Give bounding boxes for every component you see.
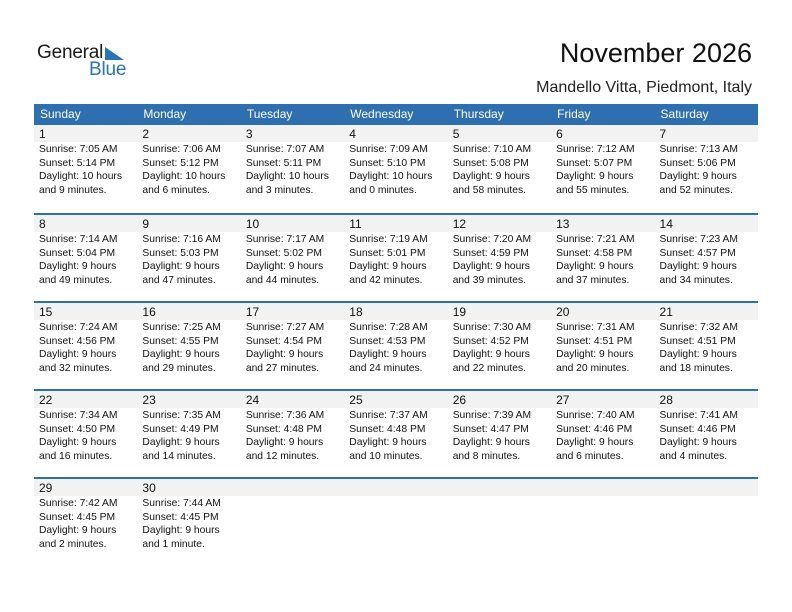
day-number: 16 xyxy=(142,305,156,319)
sunset-text: Sunset: 4:46 PM xyxy=(659,423,736,435)
daylight-text: Daylight: 9 hours xyxy=(556,261,634,272)
daylight-text: Daylight: 9 hours xyxy=(659,437,737,448)
daylight-text: Daylight: 9 hours xyxy=(142,525,220,536)
daylight-text: Daylight: 9 hours xyxy=(39,437,117,448)
day-number: 6 xyxy=(556,127,563,141)
sunset-text: Sunset: 5:12 PM xyxy=(142,157,219,169)
daylight-text: Daylight: 9 hours xyxy=(659,261,737,272)
calendar-grid xyxy=(34,104,758,565)
daylight-text: and 55 minutes. xyxy=(556,184,630,196)
weekday-header-tuesday: Tuesday xyxy=(246,107,293,121)
day-number: 28 xyxy=(659,393,673,407)
daylight-text: and 18 minutes. xyxy=(659,362,733,374)
day-cell xyxy=(655,320,758,375)
sunset-text xyxy=(660,511,758,525)
day-cell xyxy=(448,232,551,287)
sunset-text xyxy=(453,511,551,525)
day-number: 24 xyxy=(245,393,260,407)
daylight-text: Daylight: 9 hours xyxy=(142,261,220,272)
logo xyxy=(37,42,137,82)
day-number: 1 xyxy=(39,127,46,141)
daylight-text: and 3 minutes. xyxy=(245,184,314,196)
daylight-text: and 9 minutes. xyxy=(39,184,107,196)
daylight-text: Daylight: 9 hours xyxy=(556,437,634,448)
sunrise-text: Sunrise: 7:28 AM xyxy=(349,322,428,333)
day-number: 23 xyxy=(142,393,156,407)
day-info-row xyxy=(34,232,758,287)
day-cell xyxy=(137,408,240,463)
sunrise-text: Sunrise: 7:10 AM xyxy=(452,144,532,155)
day-cell xyxy=(137,142,240,197)
daylight-text: and 20 minutes. xyxy=(556,362,630,374)
day-number: 29 xyxy=(39,481,53,495)
sunset-text: Sunset: 4:48 PM xyxy=(245,423,322,435)
day-number: 12 xyxy=(452,217,467,231)
daylight-text xyxy=(453,524,551,538)
daylight-text: Daylight: 9 hours xyxy=(556,349,634,360)
sunrise-text: Sunrise: 7:14 AM xyxy=(39,234,118,245)
daylight-text: Daylight: 9 hours xyxy=(349,437,427,448)
daylight-text: and 6 minutes. xyxy=(556,450,624,462)
day-cell xyxy=(655,408,758,463)
sunset-text: Sunset: 4:49 PM xyxy=(142,423,219,435)
daylight-text: Daylight: 9 hours xyxy=(39,525,117,536)
date-number-row xyxy=(34,391,758,408)
sunrise-text: Sunrise: 7:31 AM xyxy=(556,322,635,333)
sunrise-text: Sunrise: 7:20 AM xyxy=(452,234,532,245)
day-number: 14 xyxy=(659,217,673,231)
day-cell xyxy=(344,496,447,551)
sunset-text xyxy=(349,511,447,525)
daylight-text xyxy=(660,538,758,552)
daylight-text: and 42 minutes. xyxy=(349,274,423,286)
daylight-text: Daylight: 10 hours xyxy=(142,171,226,182)
daylight-text: Daylight: 9 hours xyxy=(245,437,324,448)
daylight-text: Daylight: 9 hours xyxy=(659,171,737,182)
day-number: 10 xyxy=(245,217,260,231)
day-number xyxy=(551,479,654,496)
daylight-text: and 49 minutes. xyxy=(39,274,113,286)
sunset-text: Sunset: 4:58 PM xyxy=(556,247,633,259)
sunrise-text: Sunrise: 7:16 AM xyxy=(142,234,221,245)
day-number: 2 xyxy=(142,127,150,141)
day-number: 22 xyxy=(39,393,53,407)
daylight-text xyxy=(349,538,447,552)
daylight-text: Daylight: 10 hours xyxy=(349,171,433,182)
day-number xyxy=(655,479,758,496)
day-info-row xyxy=(34,408,758,463)
sunset-text: Sunset: 5:03 PM xyxy=(142,247,219,259)
weekday-header-wednesday: Wednesday xyxy=(350,107,414,121)
sunset-text: Sunset: 4:48 PM xyxy=(349,423,426,435)
sunset-text: Sunset: 4:50 PM xyxy=(39,423,116,435)
sunrise-text: Sunrise: 7:07 AM xyxy=(245,144,325,155)
daylight-text: Daylight: 9 hours xyxy=(39,261,117,272)
daylight-text: and 22 minutes. xyxy=(452,362,526,374)
daylight-text: and 6 minutes. xyxy=(142,184,210,196)
location-subtitle: Mandello Vitta, Piedmont, Italy xyxy=(536,79,752,96)
day-cell xyxy=(34,408,137,463)
day-cell xyxy=(137,320,240,375)
sunrise-text: Sunrise: 7:17 AM xyxy=(245,234,325,245)
day-number: 8 xyxy=(39,217,46,231)
day-number: 21 xyxy=(659,305,673,319)
daylight-text: and 14 minutes. xyxy=(142,450,216,462)
daylight-text: Daylight: 9 hours xyxy=(556,171,634,182)
logo-word-blue: Blue xyxy=(89,59,127,80)
logo-word-general: General xyxy=(37,42,104,63)
sunset-text: Sunset: 4:57 PM xyxy=(659,247,736,259)
sunset-text: Sunset: 4:46 PM xyxy=(556,423,633,435)
sunrise-text: Sunrise: 7:24 AM xyxy=(39,322,118,333)
day-number: 7 xyxy=(659,127,667,141)
daylight-text: and 52 minutes. xyxy=(659,184,733,196)
sunset-text: Sunset: 5:14 PM xyxy=(39,157,116,169)
daylight-text: and 2 minutes. xyxy=(39,538,107,550)
daylight-text: Daylight: 9 hours xyxy=(452,349,530,360)
daylight-text xyxy=(556,538,654,552)
date-number-row xyxy=(34,215,758,232)
daylight-text: Daylight: 10 hours xyxy=(39,171,122,182)
day-number: 3 xyxy=(245,127,253,141)
sunrise-text: Sunrise: 7:19 AM xyxy=(349,234,428,245)
sunset-text: Sunset: 4:47 PM xyxy=(452,423,529,435)
daylight-text: and 44 minutes. xyxy=(245,274,320,286)
sunrise-text: Sunrise: 7:40 AM xyxy=(556,410,635,421)
daylight-text xyxy=(556,524,654,538)
daylight-text: Daylight: 10 hours xyxy=(245,171,329,182)
weekday-header-saturday: Saturday xyxy=(660,107,709,121)
day-cell xyxy=(241,320,344,375)
sunrise-text: Sunrise: 7:34 AM xyxy=(39,410,118,421)
sunset-text: Sunset: 4:56 PM xyxy=(39,335,116,347)
sunrise-text xyxy=(246,497,344,511)
sunset-text: Sunset: 5:08 PM xyxy=(452,157,529,169)
day-number: 5 xyxy=(452,127,460,141)
daylight-text: and 39 minutes. xyxy=(452,274,526,286)
sunset-text: Sunset: 4:53 PM xyxy=(349,335,426,347)
day-number xyxy=(344,479,447,496)
sunset-text: Sunset: 5:02 PM xyxy=(245,247,322,259)
day-cell xyxy=(241,496,344,551)
daylight-text: Daylight: 9 hours xyxy=(659,349,737,360)
daylight-text: and 34 minutes. xyxy=(659,274,733,286)
day-number: 9 xyxy=(142,217,150,231)
sunrise-text: Sunrise: 7:09 AM xyxy=(349,144,428,155)
sunrise-text: Sunrise: 7:44 AM xyxy=(142,498,221,509)
day-number: 20 xyxy=(556,305,570,319)
day-cell xyxy=(241,142,344,197)
day-cell xyxy=(448,142,551,197)
daylight-text: and 4 minutes. xyxy=(659,450,728,462)
daylight-text: Daylight: 9 hours xyxy=(245,261,324,272)
daylight-text: Daylight: 9 hours xyxy=(452,261,530,272)
day-cell xyxy=(448,320,551,375)
sunrise-text: Sunrise: 7:27 AM xyxy=(245,322,325,333)
daylight-text: and 12 minutes. xyxy=(245,450,320,462)
day-number: 30 xyxy=(142,481,156,495)
day-cell xyxy=(551,408,654,463)
daylight-text: Daylight: 9 hours xyxy=(452,437,530,448)
day-cell xyxy=(551,232,654,287)
day-number: 13 xyxy=(556,217,570,231)
daylight-text: and 47 minutes. xyxy=(142,274,216,286)
date-number-row xyxy=(34,479,758,496)
sunset-text: Sunset: 4:52 PM xyxy=(452,335,529,347)
day-cell xyxy=(34,496,137,551)
sunset-text: Sunset: 5:01 PM xyxy=(349,247,426,259)
daylight-text: Daylight: 9 hours xyxy=(452,171,530,182)
sunset-text xyxy=(246,511,344,525)
daylight-text: and 32 minutes. xyxy=(39,362,113,374)
daylight-text: Daylight: 9 hours xyxy=(245,349,324,360)
daylight-text: and 37 minutes. xyxy=(556,274,630,286)
day-cell xyxy=(241,232,344,287)
day-info-row xyxy=(34,496,758,551)
day-cell xyxy=(344,232,447,287)
sunset-text: Sunset: 4:55 PM xyxy=(142,335,219,347)
sunrise-text: Sunrise: 7:41 AM xyxy=(659,410,738,421)
daylight-text: Daylight: 9 hours xyxy=(142,349,220,360)
day-number: 27 xyxy=(556,393,570,407)
date-number-row xyxy=(34,125,758,142)
daylight-text xyxy=(246,538,344,552)
sunset-text: Sunset: 5:04 PM xyxy=(39,247,116,259)
page-title: November 2026 xyxy=(559,38,752,68)
daylight-text: Daylight: 9 hours xyxy=(349,261,427,272)
week-row xyxy=(34,125,758,213)
daylight-text: and 24 minutes. xyxy=(349,362,423,374)
week-row xyxy=(34,213,758,301)
sunset-text: Sunset: 4:51 PM xyxy=(659,335,736,347)
day-number: 15 xyxy=(39,305,53,319)
daylight-text: Daylight: 9 hours xyxy=(39,349,117,360)
day-cell xyxy=(34,232,137,287)
sunset-text: Sunset: 4:59 PM xyxy=(452,247,529,259)
daylight-text: and 0 minutes. xyxy=(349,184,417,196)
day-cell xyxy=(551,496,654,551)
daylight-text xyxy=(660,524,758,538)
day-info-row xyxy=(34,320,758,375)
sunrise-text: Sunrise: 7:05 AM xyxy=(39,144,118,155)
day-number: 26 xyxy=(452,393,467,407)
daylight-text xyxy=(246,524,344,538)
sunrise-text: Sunrise: 7:23 AM xyxy=(659,234,738,245)
day-cell xyxy=(448,408,551,463)
sunset-text: Sunset: 5:06 PM xyxy=(659,157,736,169)
sunset-text: Sunset: 4:45 PM xyxy=(142,511,219,523)
day-cell xyxy=(344,320,447,375)
week-row xyxy=(34,477,758,565)
sunset-text xyxy=(556,511,654,525)
sunrise-text: Sunrise: 7:30 AM xyxy=(452,322,532,333)
weekday-header-row xyxy=(34,104,758,125)
weekday-header-thursday: Thursday xyxy=(453,107,504,121)
day-number: 18 xyxy=(349,305,363,319)
sunset-text: Sunset: 4:45 PM xyxy=(39,511,116,523)
day-number: 11 xyxy=(349,217,362,231)
daylight-text: and 10 minutes. xyxy=(349,450,423,462)
week-row xyxy=(34,389,758,477)
day-cell xyxy=(137,496,240,551)
day-number: 4 xyxy=(349,127,356,141)
daylight-text: and 27 minutes. xyxy=(245,362,320,374)
sunrise-text xyxy=(660,497,758,511)
day-cell xyxy=(344,142,447,197)
weekday-header-monday: Monday xyxy=(143,107,187,121)
day-cell xyxy=(344,408,447,463)
sunset-text: Sunset: 4:51 PM xyxy=(556,335,633,347)
sunrise-text xyxy=(349,497,447,511)
daylight-text xyxy=(349,524,447,538)
sunset-text: Sunset: 4:54 PM xyxy=(245,335,322,347)
day-cell xyxy=(241,408,344,463)
daylight-text: and 58 minutes. xyxy=(452,184,526,196)
sunrise-text: Sunrise: 7:25 AM xyxy=(142,322,221,333)
day-cell xyxy=(655,142,758,197)
day-number xyxy=(448,479,551,496)
day-number: 19 xyxy=(452,305,467,319)
weekday-header-sunday: Sunday xyxy=(40,107,81,121)
day-number: 17 xyxy=(245,305,260,319)
day-cell xyxy=(448,496,551,551)
date-number-row xyxy=(34,303,758,320)
sunrise-text: Sunrise: 7:35 AM xyxy=(142,410,221,421)
day-number xyxy=(241,479,344,496)
day-cell xyxy=(551,142,654,197)
daylight-text: and 1 minute. xyxy=(142,538,205,550)
day-cell xyxy=(655,496,758,551)
sunrise-text: Sunrise: 7:36 AM xyxy=(245,410,325,421)
daylight-text: and 8 minutes. xyxy=(452,450,521,462)
daylight-text: Daylight: 9 hours xyxy=(142,437,220,448)
sunset-text: Sunset: 5:11 PM xyxy=(245,157,322,169)
sunrise-text: Sunrise: 7:32 AM xyxy=(659,322,738,333)
week-row xyxy=(34,301,758,389)
day-cell xyxy=(551,320,654,375)
sunrise-text xyxy=(453,497,551,511)
sunrise-text: Sunrise: 7:42 AM xyxy=(39,498,118,509)
sunrise-text: Sunrise: 7:12 AM xyxy=(556,144,635,155)
sunrise-text xyxy=(556,497,654,511)
sunset-text: Sunset: 5:10 PM xyxy=(349,157,426,169)
sunrise-text: Sunrise: 7:21 AM xyxy=(556,234,635,245)
sunrise-text: Sunrise: 7:13 AM xyxy=(659,144,738,155)
day-cell xyxy=(655,232,758,287)
sunrise-text: Sunrise: 7:37 AM xyxy=(349,410,428,421)
daylight-text xyxy=(453,538,551,552)
daylight-text: and 29 minutes. xyxy=(142,362,216,374)
sunrise-text: Sunrise: 7:06 AM xyxy=(142,144,221,155)
weeks-container xyxy=(34,125,758,565)
weekday-header-friday: Friday xyxy=(557,107,591,121)
day-number: 25 xyxy=(349,393,363,407)
daylight-text: Daylight: 9 hours xyxy=(349,349,427,360)
day-cell xyxy=(137,232,240,287)
sunset-text: Sunset: 5:07 PM xyxy=(556,157,633,169)
day-cell xyxy=(34,320,137,375)
sunrise-text: Sunrise: 7:39 AM xyxy=(452,410,532,421)
day-info-row xyxy=(34,142,758,197)
daylight-text: and 16 minutes. xyxy=(39,450,113,462)
day-cell xyxy=(34,142,137,197)
